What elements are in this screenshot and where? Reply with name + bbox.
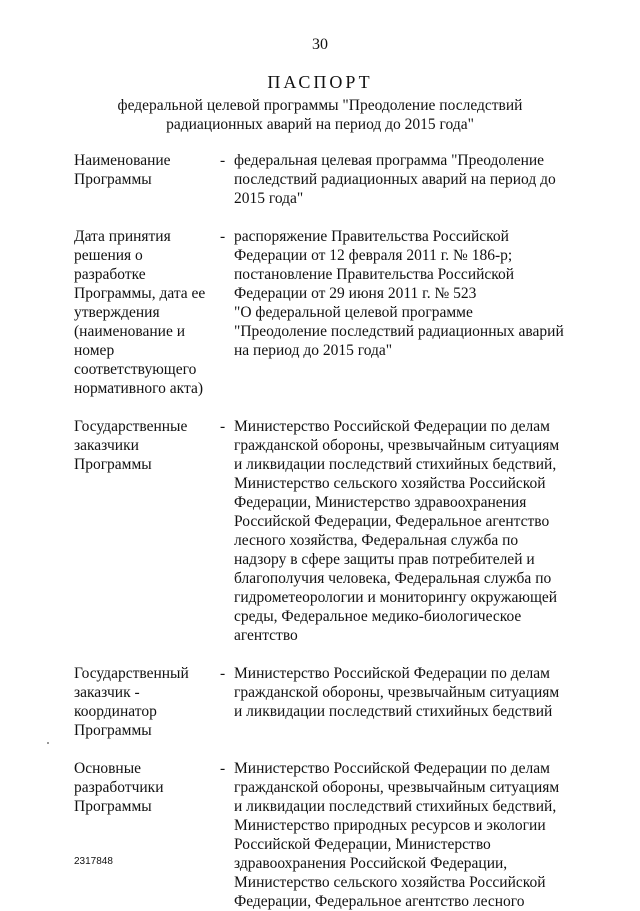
row-value-line: на период до 2015 года" (234, 342, 393, 359)
row-dash: - (220, 665, 226, 682)
passport-row (74, 759, 574, 911)
row-value-line: Министерство Российской Федерации по делам (234, 760, 550, 777)
row-label-line: заказчик - (74, 684, 140, 701)
passport-table (74, 151, 574, 911)
row-label-line: (наименование и (74, 323, 185, 340)
row-label-line: Программы (74, 171, 152, 188)
row-label (74, 227, 214, 398)
row-value (234, 227, 574, 398)
row-label-line: разработчики (74, 779, 164, 796)
row-dash: - (220, 228, 226, 245)
row-value-line: распоряжение Правительства Российской (234, 228, 509, 245)
row-value-line: Министерство природных ресурсов и экологии (234, 817, 546, 834)
passport-row (74, 417, 574, 645)
row-dash: - (220, 760, 226, 777)
row-label-line: решения о (74, 247, 143, 264)
row-value-line: лесного хозяйства, Федеральная служба по (234, 532, 519, 549)
row-label-line: заказчики (74, 437, 139, 454)
row-value-line: последствий радиационных аварий на период до (234, 171, 556, 188)
row-value-line: и ликвидации последствий стихийных бедствий (234, 703, 553, 720)
row-value-line: среды, Федеральное медико-биологическое (234, 608, 522, 625)
subtitle-line: федеральной целевой программы "Преодоление последствий (117, 97, 523, 114)
row-value-line: гражданской обороны, чрезвычайным ситуациям (234, 684, 560, 701)
subtitle-line: радиационных аварий на период до 2015 года" (166, 116, 474, 133)
row-label-line: Программы (74, 722, 152, 739)
footer-code: 2317848 (74, 856, 113, 867)
row-label-line: Программы (74, 456, 152, 473)
passport-row (74, 664, 574, 740)
row-label-line: координатор (74, 703, 157, 720)
row-value (234, 759, 574, 911)
row-value-line: благополучия человека, Федеральная служба по (234, 570, 552, 587)
row-label-line: разработке (74, 266, 146, 283)
row-value-line: Министерство Российской Федерации по делам (234, 665, 550, 682)
margin-mark (47, 742, 49, 744)
row-value-line: "О федеральной целевой программе (234, 304, 473, 321)
row-value-line: Федерации, Федеральное агентство лесного (234, 893, 525, 910)
row-value-line: Министерство сельского хозяйства Российской (234, 874, 546, 891)
row-value (234, 151, 574, 208)
row-value-line: Министерство Российской Федерации по делам (234, 418, 550, 435)
row-label (74, 759, 214, 911)
row-label (74, 151, 214, 208)
row-value-line: гражданской обороны, чрезвычайным ситуациям (234, 779, 560, 796)
row-value-line: федеральная целевая программа "Преодоление (234, 152, 545, 169)
row-label-line: утверждения (74, 304, 160, 321)
document-subtitle (0, 96, 640, 134)
row-value-line: 2015 года" (234, 190, 304, 207)
row-label-line: Основные (74, 760, 142, 777)
row-value-line: надзору в сфере защиты прав потребителей и (234, 551, 535, 568)
row-dash: - (220, 418, 226, 435)
row-label-line: Программы (74, 798, 152, 815)
row-value-line: и ликвидации последствий стихийных бедствий, (234, 456, 557, 473)
row-label-line: номер (74, 342, 115, 359)
row-value-line: гидрометеорологии и мониторингу окружающей (234, 589, 558, 606)
row-value-line: Федерации от 29 июня 2011 г. № 523 (234, 285, 477, 302)
row-value-line: Российской Федерации, Министерство (234, 836, 491, 853)
row-value-line: Министерство сельского хозяйства Российской (234, 475, 546, 492)
document-title: ПАСПОРТ (267, 72, 373, 92)
page-number: 30 (312, 36, 328, 53)
passport-row (74, 151, 574, 208)
row-label-line: Государственный (74, 665, 189, 682)
row-label-line: соответствующего (74, 361, 197, 378)
row-value-line: гражданской обороны, чрезвычайным ситуациям (234, 437, 560, 454)
row-label-line: Программы, дата ее (74, 285, 206, 302)
row-value-line: "Преодоление последствий радиационных аварий (234, 323, 564, 340)
row-value-line: здравоохранения Российской Федерации, (234, 855, 508, 872)
row-value-line: Федерации, Министерство здравоохранения (234, 494, 527, 511)
row-label (74, 417, 214, 645)
row-label-line: нормативного акта) (74, 380, 203, 397)
row-dash: - (220, 152, 226, 169)
row-value (234, 417, 574, 645)
row-value-line: агентство (234, 627, 298, 644)
row-value-line: и ликвидации последствий стихийных бедствий, (234, 798, 557, 815)
row-label-line: Государственные (74, 418, 188, 435)
row-value-line: Российской Федерации, Федеральное агентство (234, 513, 550, 530)
passport-row (74, 227, 574, 398)
row-value (234, 664, 574, 740)
row-value-line: постановление Правительства Российской (234, 266, 515, 283)
row-label-line: Наименование (74, 152, 171, 169)
row-label (74, 664, 214, 740)
row-label-line: Дата принятия (74, 228, 171, 245)
row-value-line: Федерации от 12 февраля 2011 г. № 186-р; (234, 247, 513, 264)
